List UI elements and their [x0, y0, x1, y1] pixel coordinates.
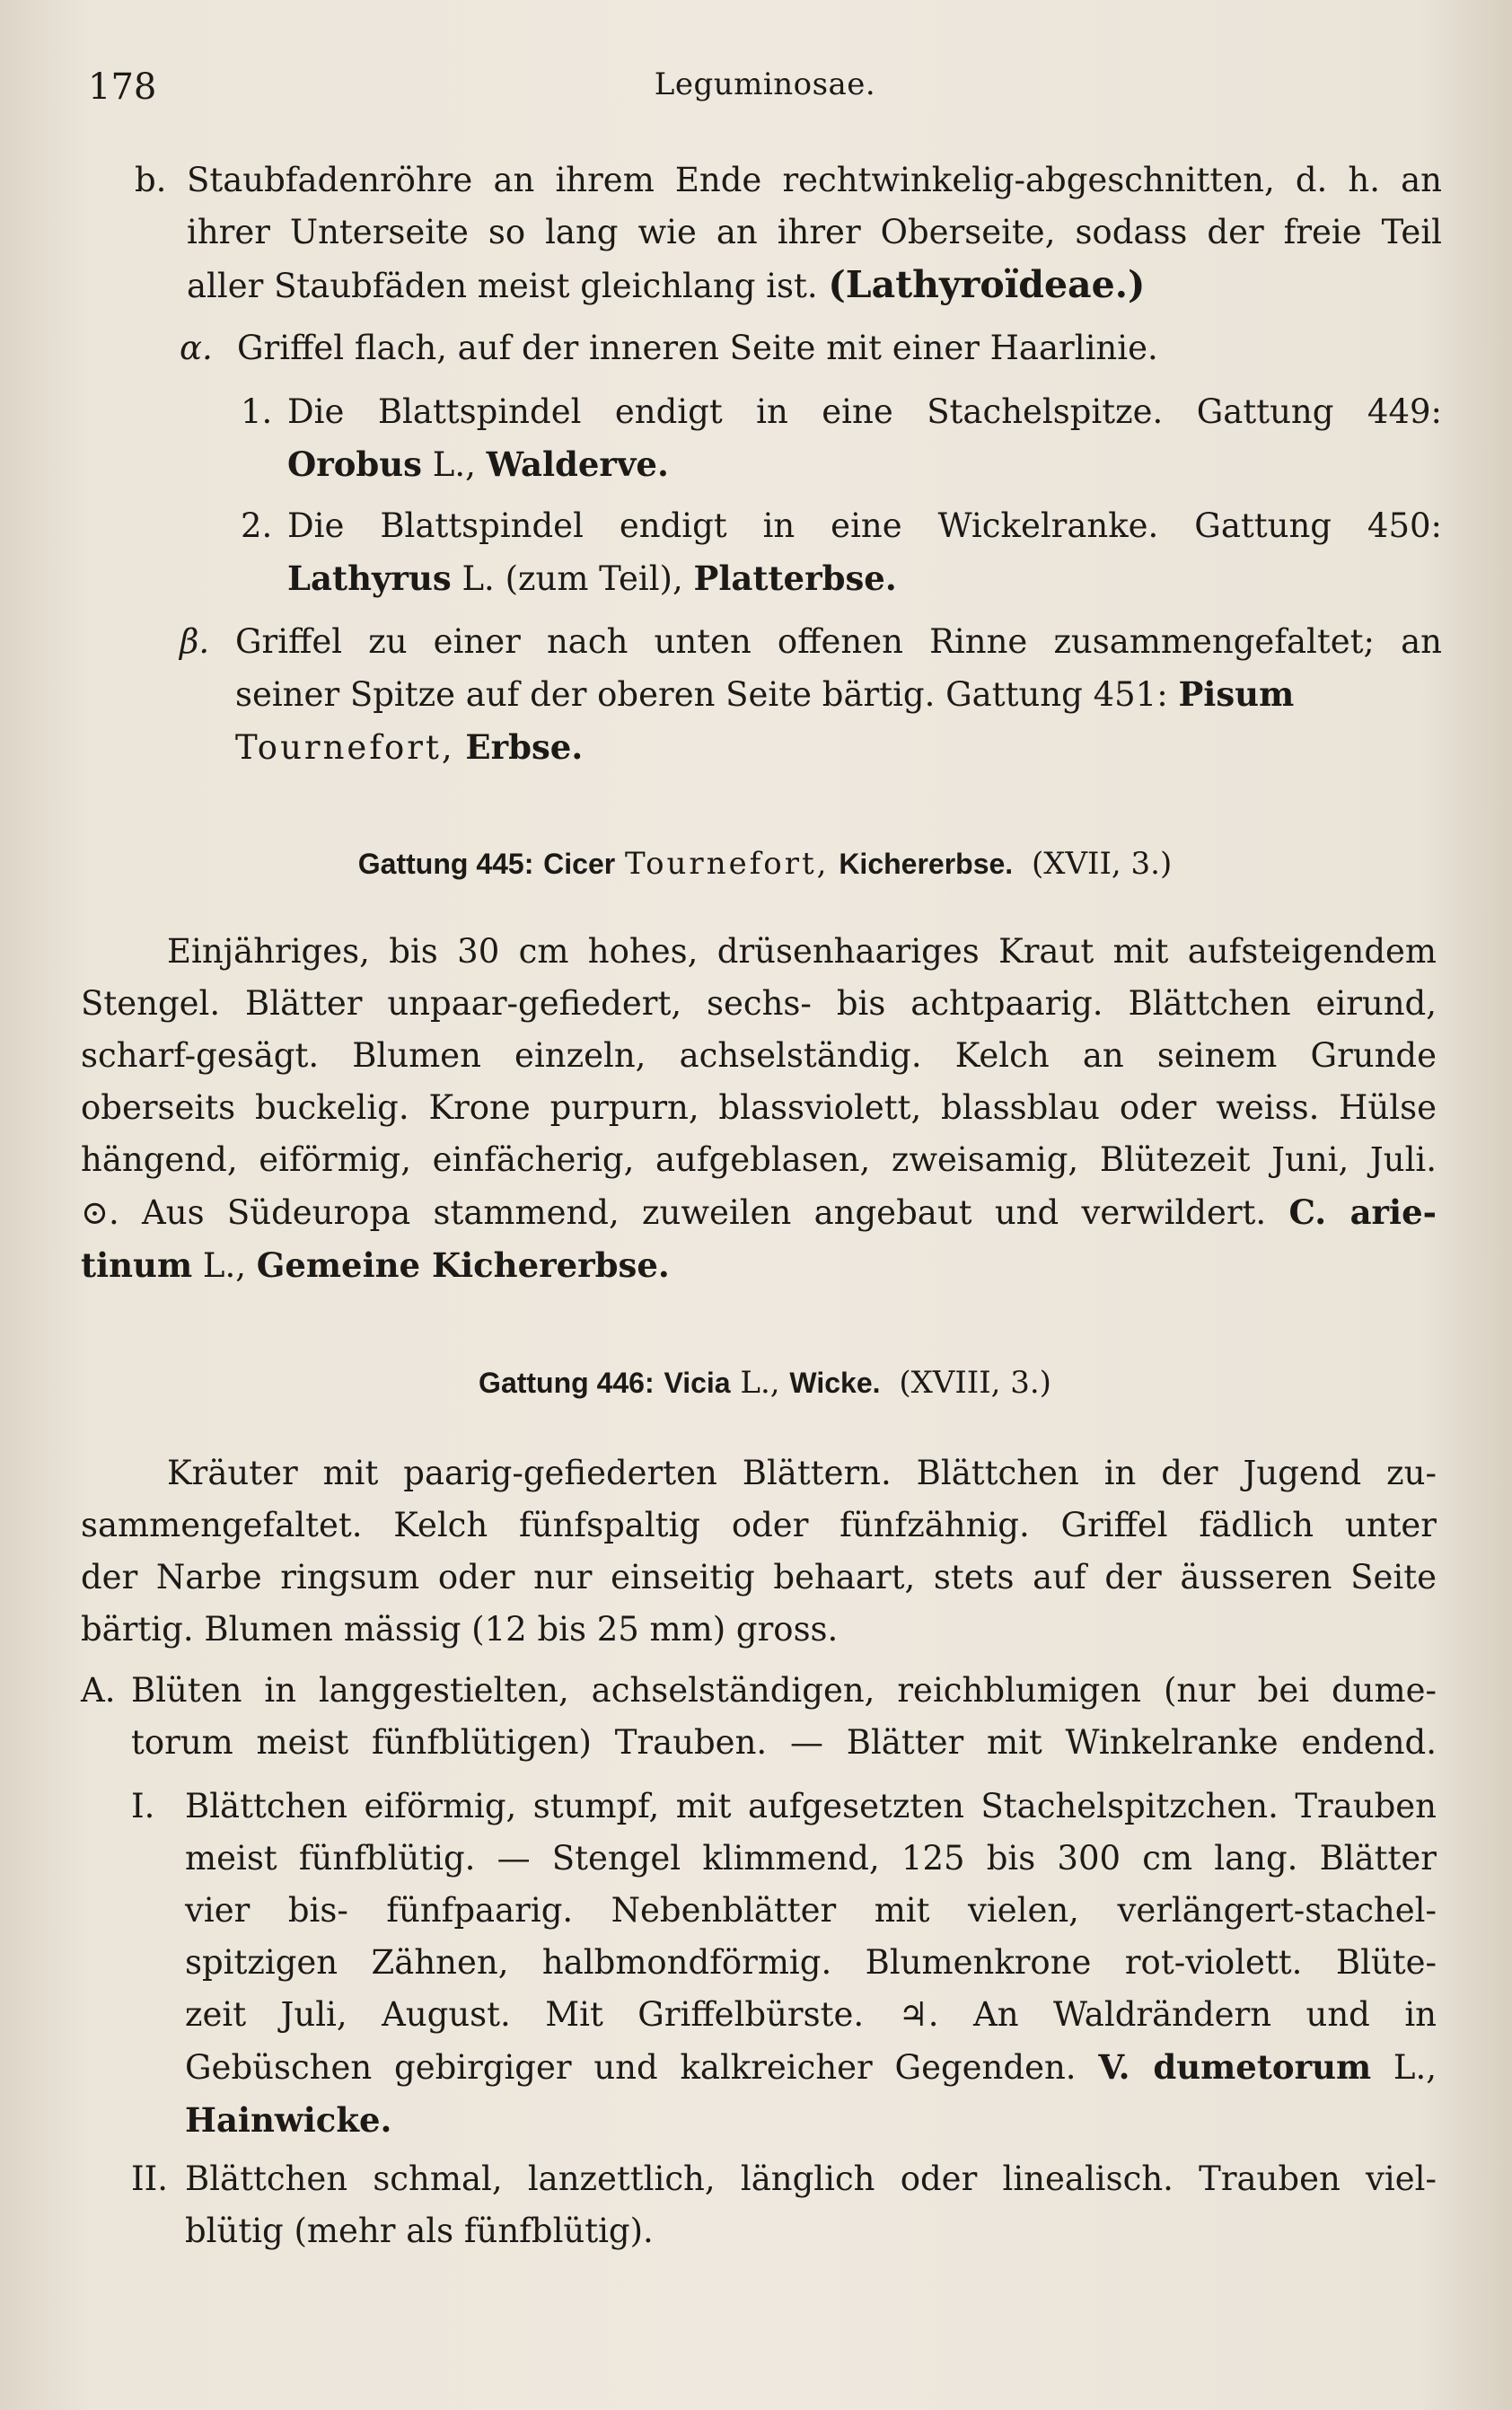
section-I-line-5: zeit Juli, August. Mit Griffelbürste. ♃. An Waldrändern und in	[185, 1995, 1437, 2034]
gattung-445-heading	[0, 846, 1512, 882]
alpha-text: Griffel flach, auf der inneren Seite mit einer Haarlinie.	[237, 329, 1158, 367]
section-I-line-2: meist fünfblütig. — Stengel klimmend, 125 bis 300 cm lang. Blätter	[185, 1839, 1437, 1878]
common-gemeine-kichererbse: Gemeine Kichererbse.	[256, 1245, 670, 1285]
genus-vicia: Vicia	[664, 1367, 731, 1399]
section-II-line-1: Blättchen schmal, lanzettlich, länglich oder linealisch. Trauben viel-	[185, 2159, 1437, 2198]
section-b	[135, 154, 1442, 312]
gattung-446-description	[81, 1447, 1437, 1656]
section-I-line-6	[185, 2041, 1437, 2094]
section-alpha	[180, 322, 1442, 374]
cicer-class: (XVII, 3.)	[1032, 846, 1173, 882]
vicia-class: (XVIII, 3.)	[899, 1365, 1051, 1401]
species-dumetorum: V. dumetorum	[1098, 2047, 1372, 2087]
section-b-line-1: Staubfadenröhre an ihrem Ende rechtwinkelig-abgeschnitten, d. h. an	[187, 161, 1442, 199]
section-I-line-4: spitzigen Zähnen, halbmondförmig. Blumenkrone rot-violett. Blüte-	[185, 1943, 1437, 1982]
beta-line-3	[235, 721, 1442, 774]
vicia-line-3: der Narbe ringsum oder nur einseitig behaart, stets auf der äusseren Seite	[81, 1558, 1437, 1596]
item-1-marker: 1.	[241, 392, 273, 431]
section-b-marker: b.	[135, 161, 167, 199]
cicer-line-3: scharf-gesägt. Blumen einzeln, achselständig. Kelch an seinem Grunde	[81, 1036, 1437, 1075]
section-A-marker: A.	[81, 1671, 116, 1710]
beta-line-2-text: seiner Spitze auf der oberen Seite bärtig. Gattung 451:	[235, 675, 1168, 714]
section-II	[131, 2153, 1437, 2257]
genus-lathyrus: Lathyrus	[287, 559, 452, 598]
item-1-line-1: Die Blattspindel endigt in eine Stachelspitze. Gattung 449:	[287, 392, 1442, 431]
genus-pisum: Pisum	[1178, 674, 1295, 714]
section-b-line-3	[187, 259, 1442, 312]
page-header	[0, 63, 1512, 117]
cicer-line-7	[81, 1239, 1437, 1292]
cicer-author: Tournefort,	[625, 846, 830, 882]
section-b-line-2: ihrer Unterseite so lang wie an ihrer Oberseite, sodass der freie Teil	[187, 213, 1442, 251]
gattung-446-label: Gattung 446:	[479, 1367, 655, 1399]
gattung-446-heading	[0, 1365, 1512, 1401]
cicer-line-1: Einjähriges, bis 30 cm hohes, drüsenhaariges Kraut mit aufsteigendem	[167, 932, 1437, 971]
cicer-species-author: L.,	[202, 1246, 246, 1285]
cicer-species-start: C. arie-	[1288, 1192, 1437, 1232]
vicia-line-1: Kräuter mit paarig-gefiederten Blättern. Blättchen in der Jugend zu-	[167, 1454, 1437, 1492]
item-1-author: L.,	[432, 445, 476, 484]
section-I	[131, 1781, 1437, 2146]
genus-orobus: Orobus	[287, 444, 423, 484]
common-walderve: Walderve.	[486, 444, 669, 484]
vicia-line-2: sammengefaltet. Kelch fünfspaltig oder fünfzähnig. Griffel fädlich unter	[81, 1506, 1437, 1544]
section-A	[81, 1665, 1437, 1769]
cicer-line-5: hängend, eiförmig, einfächerig, aufgeblasen, zweisamig, Blütezeit Juni, Juli.	[81, 1140, 1437, 1179]
section-II-line-2: blütig (mehr als fünfblütig).	[185, 2212, 654, 2250]
section-I-line-6-text: Gebüschen gebirgiger und kalkreicher Gegenden.	[185, 2048, 1077, 2087]
beta-line-1: Griffel zu einer nach unten offenen Rinne zusammengefaltet; an	[235, 622, 1442, 661]
item-2	[241, 500, 1442, 605]
item-2-author: L. (zum Teil),	[462, 559, 683, 598]
section-b-line-3-text: aller Staubfäden meist gleichlang ist.	[187, 267, 818, 305]
lathyroideae-label: (Lathyroïdeae.)	[828, 263, 1146, 306]
item-1	[241, 386, 1442, 491]
running-head: Leguminosae.	[654, 66, 876, 102]
section-I-line-1: Blättchen eiförmig, stumpf, mit aufgesetzten Stachelspitzchen. Trauben	[185, 1787, 1437, 1825]
gattung-445-label: Gattung 445:	[357, 848, 534, 880]
section-beta	[180, 616, 1442, 774]
dumetorum-author: L.,	[1393, 2048, 1437, 2087]
vicia-line-4: bärtig. Blumen mässig (12 bis 25 mm) gross.	[81, 1610, 839, 1649]
section-I-line-3: vier bis- fünfpaarig. Nebenblätter mit vielen, verlängert-stachel-	[185, 1891, 1437, 1930]
cicer-line-6-text: ⊙. Aus Südeuropa stammend, zuweilen angebaut und verwildert.	[81, 1193, 1267, 1232]
section-II-marker: II.	[131, 2159, 168, 2198]
common-hainwicke: Hainwicke.	[185, 2100, 392, 2140]
cicer-species-end: tinum	[81, 1245, 193, 1285]
cicer-line-6	[81, 1186, 1437, 1239]
section-A-line-1: Blüten in langgestielten, achselständigen, reichblumigen (nur bei dume-	[131, 1671, 1437, 1710]
page-number: 178	[88, 66, 157, 108]
alpha-marker: α.	[180, 329, 213, 367]
section-A-line-2: torum meist fünfblütigen) Trauben. — Blätter mit Winkelranke endend.	[131, 1723, 1437, 1762]
item-1-line-2	[287, 438, 1442, 491]
cicer-line-2: Stengel. Blätter unpaar-gefiedert, sechs- bis achtpaarig. Blättchen eirund,	[81, 984, 1437, 1023]
common-wicke: Wicke.	[789, 1367, 881, 1399]
common-kichererbse: Kichererbse.	[839, 848, 1014, 880]
section-I-marker: I.	[131, 1787, 155, 1825]
beta-marker: β.	[180, 622, 210, 661]
genus-cicer: Cicer	[543, 848, 616, 880]
cicer-line-4: oberseits buckelig. Krone purpurn, blassviolett, blassblau oder weiss. Hülse	[81, 1088, 1437, 1127]
common-platterbse: Platterbse.	[693, 559, 897, 598]
beta-line-2	[235, 668, 1442, 721]
item-2-line-1: Die Blattspindel endigt in eine Wickelranke. Gattung 450:	[287, 506, 1442, 545]
gattung-445-description	[81, 926, 1437, 1292]
common-erbse: Erbse.	[465, 727, 584, 767]
item-2-marker: 2.	[241, 506, 273, 545]
vicia-author: L.,	[740, 1365, 780, 1401]
item-2-line-2	[287, 552, 1442, 605]
beta-author: Tournefort,	[235, 728, 455, 767]
